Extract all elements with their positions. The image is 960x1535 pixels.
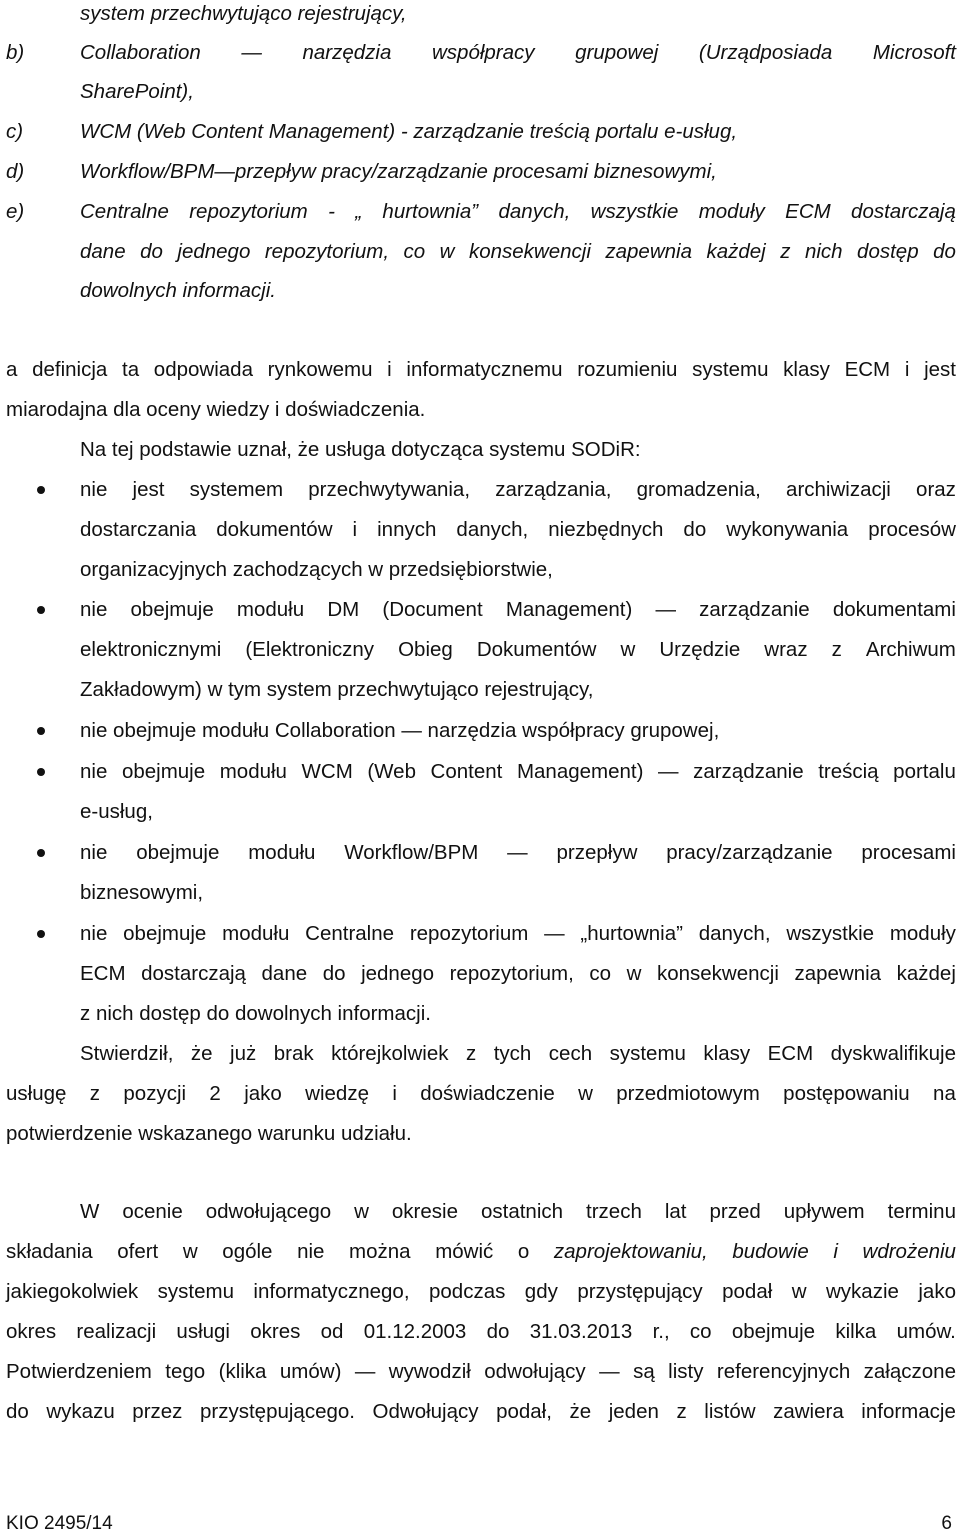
- para4-line1: W ocenie odwołującego w okresie ostatnich trzech lat przed upływem terminu: [80, 1200, 956, 1223]
- bullet2-line3: Zakładowym) w tym system przechwytująco rejestrujący,: [80, 678, 594, 701]
- bullet6-line1: nie obejmuje modułu Centralne repozytorium — „hurtownia” danych, wszystkie moduły: [80, 922, 956, 945]
- para4-line6: do wykazu przez przystępującego. Odwołujący podał, że jeden z listów zawiera informacje: [6, 1400, 956, 1423]
- para3-line3: potwierdzenie wskazanego warunku udziału.: [6, 1122, 412, 1145]
- bullet2-line1: nie obejmuje modułu DM (Document Management) — zarządzanie dokumentami: [80, 598, 956, 621]
- list-item-e-line3: dowolnych informacji.: [80, 279, 276, 302]
- bullet4-line2: e-usług,: [80, 800, 153, 823]
- list-item-e-line2: dane do jednego repozytorium, co w konsekwencji zapewnia każdej z nich dostęp do: [80, 240, 956, 263]
- bullet6-line2: ECM dostarczają dane do jednego repozytorium, co w konsekwencji zapewnia każdej: [80, 962, 956, 985]
- para1-line2: miarodajna dla oceny wiedzy i doświadczenia.: [6, 398, 426, 421]
- para4-line2: składania ofert w ogóle nie można mówić o zaprojektowaniu, budowie i wdrożeniu: [6, 1240, 956, 1263]
- para2-line1: Na tej podstawie uznał, że usługa dotycząca systemu SODiR:: [80, 438, 641, 461]
- para3-line2: usługę z pozycji 2 jako wiedzę i doświadczenie w przedmiotowym postępowaniu na: [6, 1082, 956, 1105]
- bullet-dot-2: [37, 606, 45, 614]
- bullet-dot-1: [37, 486, 45, 494]
- para1-line1: a definicja ta odpowiada rynkowemu i informatycznemu rozumieniu systemu klasy ECM i jest: [6, 358, 956, 381]
- bullet3-line1: nie obejmuje modułu Collaboration — narzędzia współpracy grupowej,: [80, 719, 720, 742]
- para4-line3: jakiegokolwiek systemu informatycznego, podczas gdy przystępujący podał w wykazie jako: [6, 1280, 956, 1303]
- list-intro-tail: system przechwytująco rejestrujący,: [80, 2, 407, 25]
- bullet1-line2: dostarczania dokumentów i innych danych, niezbędnych do wykonywania procesów: [80, 518, 956, 541]
- bullet1-line3: organizacyjnych zachodzących w przedsiębiorstwie,: [80, 558, 553, 581]
- para3-line1: Stwierdził, że już brak którejkolwiek z tych cech systemu klasy ECM dyskwalifikuje: [80, 1042, 956, 1065]
- list-label-d: d): [6, 160, 25, 183]
- list-item-e-line1: Centralne repozytorium - „ hurtownia” danych, wszystkie moduły ECM dostarczają: [80, 200, 956, 223]
- bullet-dot-3: [37, 727, 45, 735]
- bullet-dot-5: [37, 849, 45, 857]
- bullet5-line2: biznesowymi,: [80, 881, 204, 904]
- list-item-c-line1: WCM (Web Content Management) - zarządzanie treścią portalu e-usług,: [80, 120, 738, 143]
- footer-page-number: 6: [941, 1513, 952, 1534]
- footer-case-number: KIO 2495/14: [6, 1513, 113, 1534]
- list-item-b-line1: Collaboration — narzędzia współpracy grupowej (Urządposiada Microsoft: [80, 41, 956, 64]
- list-label-b: b): [6, 41, 25, 64]
- list-item-d-line1: Workflow/BPM—przepływ pracy/zarządzanie procesami biznesowymi,: [80, 160, 717, 183]
- list-item-b-line2: SharePoint),: [80, 80, 194, 103]
- list-label-c: c): [6, 120, 24, 143]
- para4-line5: Potwierdzeniem tego (klika umów) — wywodził odwołujący — są listy referencyjnych załączone: [6, 1360, 956, 1383]
- bullet6-line3: z nich dostęp do dowolnych informacji.: [80, 1002, 431, 1025]
- bullet1-line1: nie jest systemem przechwytywania, zarządzania, gromadzenia, archiwizacji oraz: [80, 478, 956, 501]
- bullet-dot-4: [37, 768, 45, 776]
- para4-line4: okres realizacji usługi okres od 01.12.2003 do 31.03.2013 r., co obejmuje kilka umów.: [6, 1320, 956, 1343]
- bullet5-line1: nie obejmuje modułu Workflow/BPM — przepływ pracy/zarządzanie procesami: [80, 841, 956, 864]
- bullet-dot-6: [37, 930, 45, 938]
- bullet4-line1: nie obejmuje modułu WCM (Web Content Management) — zarządzanie treścią portalu: [80, 760, 956, 783]
- bullet2-line2: elektronicznymi (Elektroniczny Obieg Dokumentów w Urzędzie wraz z Archiwum: [80, 638, 956, 661]
- list-label-e: e): [6, 200, 25, 223]
